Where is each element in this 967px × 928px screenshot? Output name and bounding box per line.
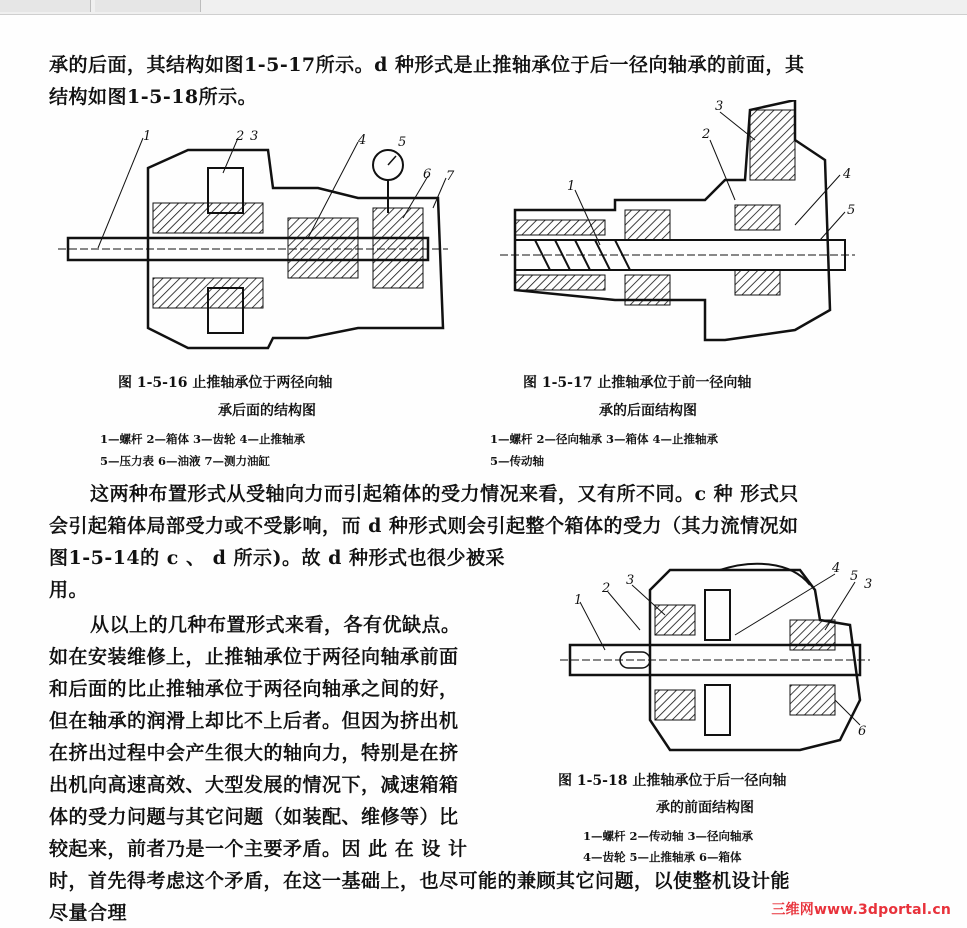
fig16-label-5: 5 <box>398 135 407 150</box>
fig16-legend-line2: 5—压力表 6—油液 7—测力油缸 <box>100 454 271 468</box>
paragraph-line: 图1-5-14的 c 、 d 所示)。故 d 种形式也很少被采 <box>49 547 505 569</box>
watermark-text: 三维网www.3dportal.cn <box>771 902 951 918</box>
paragraph-line: 这两种布置形式从受轴向力而引起箱体的受力情况来看，又有所不同。c 种 形式只 <box>90 483 799 505</box>
fig17-caption-line1: 图 1-5-17 止推轴承位于前一径向轴 <box>523 375 752 391</box>
paragraph-line: 结构如图1-5-18所示。 <box>49 86 258 108</box>
figure-1-5-18-diagram <box>560 560 880 755</box>
paragraph-line: 体的受力问题与其它问题（如装配、维修等）比 <box>49 806 459 828</box>
toolbar-segment <box>0 0 91 12</box>
fig18-label-3: 3 <box>626 573 635 588</box>
fig17-label-3: 3 <box>715 100 724 114</box>
fig16-legend-line1: 1—螺杆 2—箱体 3—齿轮 4—止推轴承 <box>100 432 306 446</box>
fig16-label-1: 1 <box>143 129 152 144</box>
figure-1-5-17-diagram <box>495 100 865 345</box>
fig17-label-5: 5 <box>847 203 856 218</box>
fig18-label-3b: 3 <box>864 577 873 592</box>
paragraph-line: 尽量合理 <box>49 902 128 924</box>
fig18-caption-line1: 图 1-5-18 止推轴承位于后一径向轴 <box>558 773 787 789</box>
paragraph-line: 承的后面，其结构如图1-5-17所示。d 种形式是止推轴承位于后一径向轴承的前面，其 <box>49 54 805 76</box>
paragraph-line: 用。 <box>49 579 89 601</box>
paragraph-line: 较起来，前者乃是一个主要矛盾。因 此 在 设 计 <box>49 838 468 860</box>
paragraph-line: 如在安装维修上，止推轴承位于两径向轴承前面 <box>49 646 459 668</box>
fig17-label-1: 1 <box>567 179 576 194</box>
fig18-label-6: 6 <box>858 724 867 739</box>
paragraph-line: 出机向高速高效、大型发展的情况下，减速箱箱 <box>49 774 459 796</box>
paragraph-line: 在挤出过程中会产生很大的轴向力，特别是在挤 <box>49 742 459 764</box>
fig17-label-2: 2 <box>702 127 711 142</box>
fig18-legend-line2: 4—齿轮 5—止推轴承 6—箱体 <box>583 850 742 864</box>
paragraph-line: 时，首先得考虑这个矛盾，在这一基础上，也尽可能的兼顾其它问题，以使整机设计能 <box>49 870 791 892</box>
fig17-caption-line2: 承的后面结构图 <box>599 403 697 419</box>
fig18-caption-line2: 承的前面结构图 <box>656 800 754 816</box>
fig16-label-2: 2 <box>236 129 245 144</box>
toolbar-segment <box>95 0 201 12</box>
fig16-caption-line1: 图 1-5-16 止推轴承位于两径向轴 <box>118 375 333 391</box>
figure-1-5-16-diagram <box>58 128 458 353</box>
fig17-label-4: 4 <box>843 167 852 182</box>
fig16-label-7: 7 <box>446 169 455 184</box>
paragraph-line: 和后面的比止推轴承位于两径向轴承之间的好， <box>49 678 459 700</box>
fig16-label-3: 3 <box>250 129 259 144</box>
paragraph-line: 从以上的几种布置形式来看，各有优缺点。 <box>90 614 461 636</box>
fig18-label-1: 1 <box>574 593 583 608</box>
top-toolbar-strip <box>0 0 967 15</box>
fig18-legend-line1: 1—螺杆 2—传动轴 3—径向轴承 <box>583 829 754 843</box>
fig18-label-2: 2 <box>602 581 611 596</box>
paragraph-line: 会引起箱体局部受力或不受影响，而 d 种形式则会引起整个箱体的受力（其力流情况如 <box>49 515 799 537</box>
fig17-legend-line1: 1—螺杆 2—径向轴承 3—箱体 4—止推轴承 <box>490 432 719 446</box>
fig16-caption-line2: 承后面的结构图 <box>218 403 316 419</box>
paragraph-line: 但在轴承的润滑上却比不上后者。但因为挤出机 <box>49 710 459 732</box>
fig18-label-4: 4 <box>832 561 841 576</box>
fig18-label-5: 5 <box>850 569 859 584</box>
fig16-label-6: 6 <box>423 167 432 182</box>
fig16-label-4: 4 <box>358 133 367 148</box>
fig17-legend-line2: 5—传动轴 <box>490 454 545 468</box>
